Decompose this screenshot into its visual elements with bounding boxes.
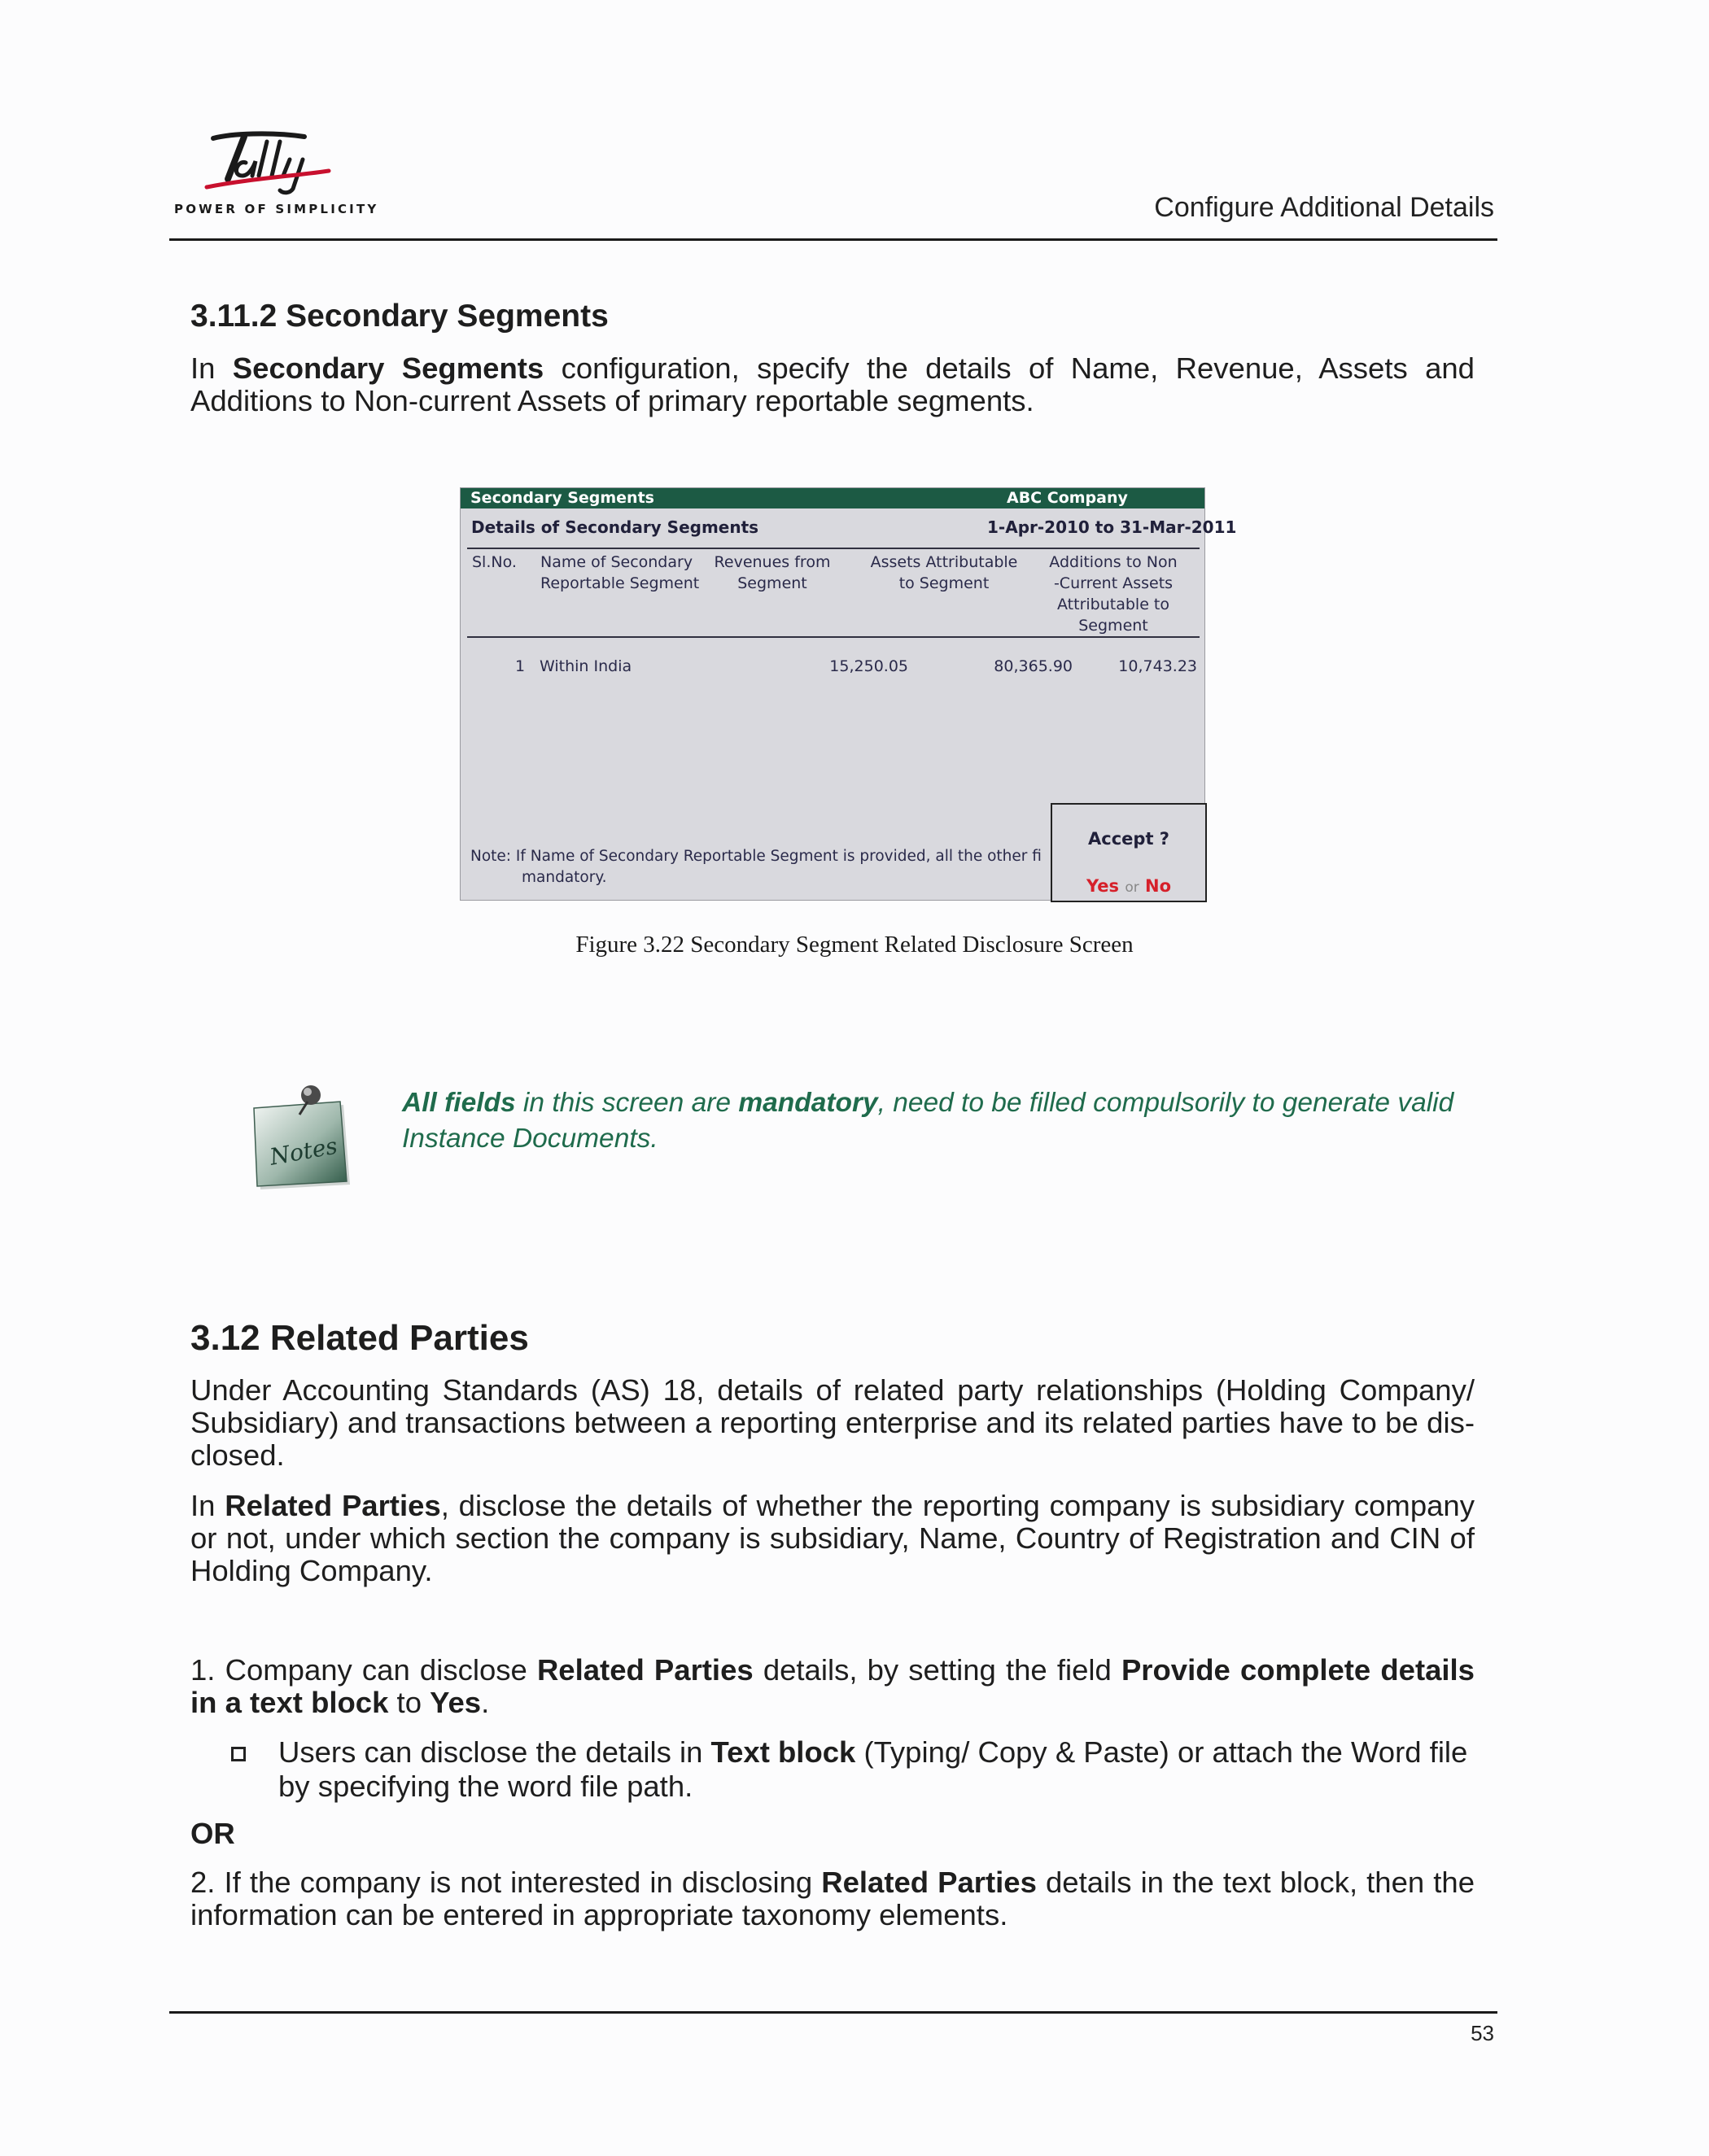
row-revenue[interactable]: 15,250.05 (829, 657, 908, 675)
column-header-slno: Sl.No. (472, 553, 517, 571)
secondary-segments-intro: In Secondary Segments configuration, specify the details of Name, Revenue, Assets and Additions to Non-current Assets of primary reportable segments. (190, 351, 1475, 417)
column-header-additions (1040, 552, 1187, 636)
related-parties-para1: Under Accounting Standards (AS) 18, details of related party relationships (Holding Company/ Subsidiary) and transactions between a reporting enterprise and its related parties have to be dis- closed. (190, 1373, 1475, 1472)
accept-options: Yes or No (1086, 876, 1172, 896)
column-header-line: Assets Attributable (870, 553, 1018, 571)
tally-logo-mark (174, 130, 369, 195)
column-header-line: Additions to Non (1049, 553, 1178, 571)
logo-tagline: POWER OF SIMPLICITY (174, 202, 379, 216)
column-header-revenues (703, 552, 841, 594)
screen-period: 1-Apr-2010 to 31-Mar-2011 (987, 517, 1237, 537)
tally-logo (174, 130, 379, 221)
accept-no-button[interactable]: No (1145, 876, 1172, 896)
related-parties-item1: 1. Company can disclose Related Parties details, by setting the field Provide complete details in a text block to Yes. (190, 1653, 1475, 1719)
header-divider (467, 548, 1200, 549)
screen-title-bar (461, 488, 1204, 508)
notes-icon (249, 1082, 355, 1192)
accept-yes-button[interactable]: Yes (1086, 876, 1119, 896)
header-rule (169, 238, 1497, 241)
company-name: ABC Company (1007, 489, 1128, 507)
column-header-line: Segment (737, 574, 807, 592)
column-header-line: Name of Secondary (540, 553, 693, 571)
column-header-line: Attributable to (1057, 596, 1169, 613)
column-header-assets (863, 552, 1025, 594)
column-header-line: to Segment (898, 574, 990, 592)
secondary-segments-screen (460, 487, 1237, 901)
notes-icon-label: Notes (268, 1132, 340, 1171)
row-segment-name[interactable]: Within India (540, 657, 632, 675)
figure-caption: Figure 3.22 Secondary Segment Related Disclosure Screen (575, 932, 1134, 958)
column-header-line: -Current Assets (1053, 574, 1174, 592)
row-assets[interactable]: 80,365.90 (994, 657, 1073, 675)
screen-title: Secondary Segments (470, 489, 654, 507)
section-heading-related-parties: 3.12 Related Parties (190, 1318, 529, 1358)
screen-note: Note: If Name of Secondary Reportable Segment is provided, all the other fi mandatory. (470, 848, 1042, 886)
column-header-line: Revenues from (714, 553, 831, 571)
section-heading-secondary-segments: 3.11.2 Secondary Segments (190, 299, 609, 334)
accept-dialog (1051, 803, 1207, 902)
related-parties-para2: In Related Parties, disclose the details of whether the reporting company is subsidiary company or not, under which section the company is subsidiary, Name, Country of Registration and CIN of Holding Company. (190, 1489, 1475, 1587)
accept-prompt: Accept ? (1088, 829, 1169, 849)
row-slno: 1 (515, 657, 526, 675)
column-header-segment-name (540, 552, 699, 594)
row-additions[interactable]: 10,743.23 (1118, 657, 1197, 675)
related-parties-bullet: Users can disclose the details in Text block (Typing/ Copy & Paste) or attach the Word file by specifying the word file path. (278, 1735, 1468, 1803)
page-number: 53 (1471, 2021, 1494, 2045)
screen-subtitle: Details of Secondary Segments (471, 517, 759, 537)
or-label: OR (190, 1817, 235, 1850)
notes-text: All fields in this screen are mandatory, need to be filled compulsorily to generate valid Instance Documents. (402, 1088, 1454, 1154)
column-header-line: Reportable Segment (540, 574, 700, 592)
bullet-square-icon (231, 1747, 246, 1761)
columns-divider (467, 636, 1200, 638)
related-parties-item2: 2. If the company is not interested in disclosing Related Parties details in the text block, then the information can be entered in appropriate taxonomy elements. (190, 1866, 1475, 1931)
column-header-line: Segment (1078, 617, 1148, 635)
footer-rule (169, 2011, 1497, 2014)
header-title: Configure Additional Details (1154, 192, 1494, 223)
